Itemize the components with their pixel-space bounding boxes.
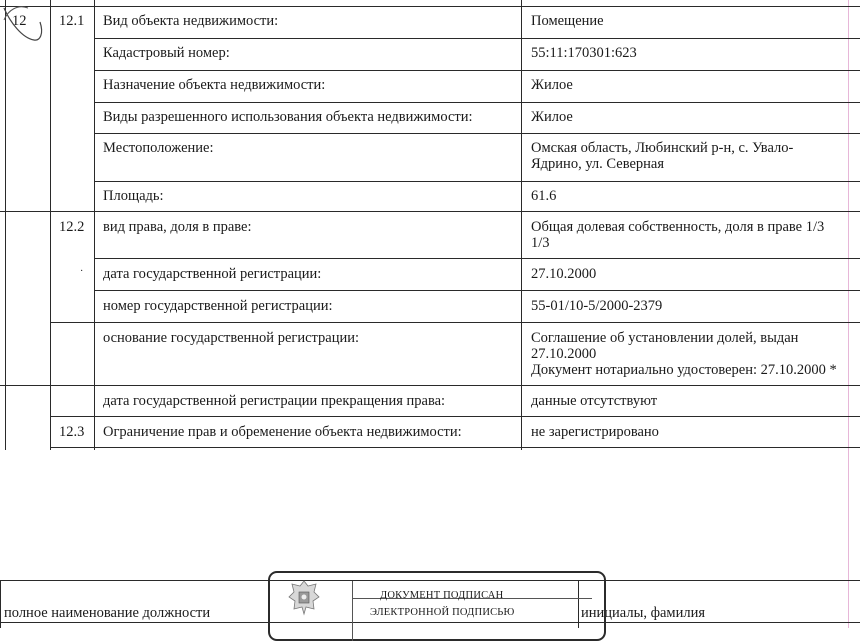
row-value-line: Соглашение об установлении долей, выдан xyxy=(531,330,799,346)
row-divider xyxy=(50,416,860,417)
table-bottom-border xyxy=(50,447,860,448)
column-border-value xyxy=(521,0,522,450)
row-label: Ограничение прав и обременение объекта недвижимости: xyxy=(103,424,462,440)
row-value-line: Омская область, Любинский р-н, с. Увало- xyxy=(531,140,794,156)
group-number-12-2: 12.2 xyxy=(59,219,85,235)
row-value-line: Документ нотариально удостоверен: 27.10.2000 * xyxy=(531,362,837,378)
row-divider xyxy=(94,38,860,39)
stamp-line-1: ДОКУМЕНТ ПОДПИСАН xyxy=(380,590,504,601)
group-number-12-3: 12.3 xyxy=(59,424,85,440)
handwritten-circle-mark xyxy=(0,0,60,50)
section-number: 12 xyxy=(12,13,27,29)
column-border-number xyxy=(50,0,51,450)
group-divider xyxy=(0,385,860,386)
position-label: полное наименование должности xyxy=(4,605,211,621)
column-border-left xyxy=(5,0,6,450)
row-divider xyxy=(94,133,860,134)
row-value: не зарегистрировано xyxy=(531,424,659,440)
row-value: Жилое xyxy=(531,109,573,125)
row-value: данные отсутствуют xyxy=(531,393,658,409)
stamp-line-2: ЭЛЕКТРОННОЙ ПОДПИСЬЮ xyxy=(370,607,515,618)
row-value-line: Общая долевая собственность, доля в праве 1/3 xyxy=(531,219,825,235)
row-value: Жилое xyxy=(531,77,573,93)
row-label: Назначение объекта недвижимости: xyxy=(103,77,326,93)
row-label: вид права, доля в праве: xyxy=(103,219,252,235)
row-divider xyxy=(94,102,860,103)
row-value: 55:11:170301:623 xyxy=(531,45,637,61)
row-value-line: 27.10.2000 xyxy=(531,346,597,362)
row-divider xyxy=(94,258,860,259)
footer-border-left xyxy=(0,580,1,628)
table-top-border xyxy=(0,6,860,7)
stamp-divider xyxy=(352,581,353,641)
row-value: 55-01/10-5/2000-2379 xyxy=(531,298,663,314)
scan-dot: · xyxy=(80,266,84,277)
row-label: Площадь: xyxy=(103,188,164,204)
row-label: дата государственной регистрации прекращения права: xyxy=(103,393,446,409)
row-label: Виды разрешенного использования объекта недвижимости: xyxy=(103,109,473,125)
row-value: Помещение xyxy=(531,13,604,29)
row-value-line: Ядрино, ул. Северная xyxy=(531,156,665,172)
row-value: 27.10.2000 xyxy=(531,266,597,282)
row-divider xyxy=(94,290,860,291)
row-label: номер государственной регистрации: xyxy=(103,298,333,314)
row-value-line: 1/3 xyxy=(531,235,550,251)
row-label: Местоположение: xyxy=(103,140,214,156)
row-divider xyxy=(94,70,860,71)
row-label: основание государственной регистрации: xyxy=(103,330,360,346)
group-number-12-1: 12.1 xyxy=(59,13,85,29)
row-divider xyxy=(94,181,860,182)
name-label: инициалы, фамилия xyxy=(581,605,706,621)
coat-of-arms-icon xyxy=(286,577,322,617)
row-label: Кадастровый номер: xyxy=(103,45,230,61)
row-divider xyxy=(50,322,860,323)
row-label: дата государственной регистрации: xyxy=(103,266,322,282)
row-value: 61.6 xyxy=(531,188,557,204)
group-divider xyxy=(0,211,860,212)
row-label: Вид объекта недвижимости: xyxy=(103,13,279,29)
column-border-label xyxy=(94,0,95,450)
